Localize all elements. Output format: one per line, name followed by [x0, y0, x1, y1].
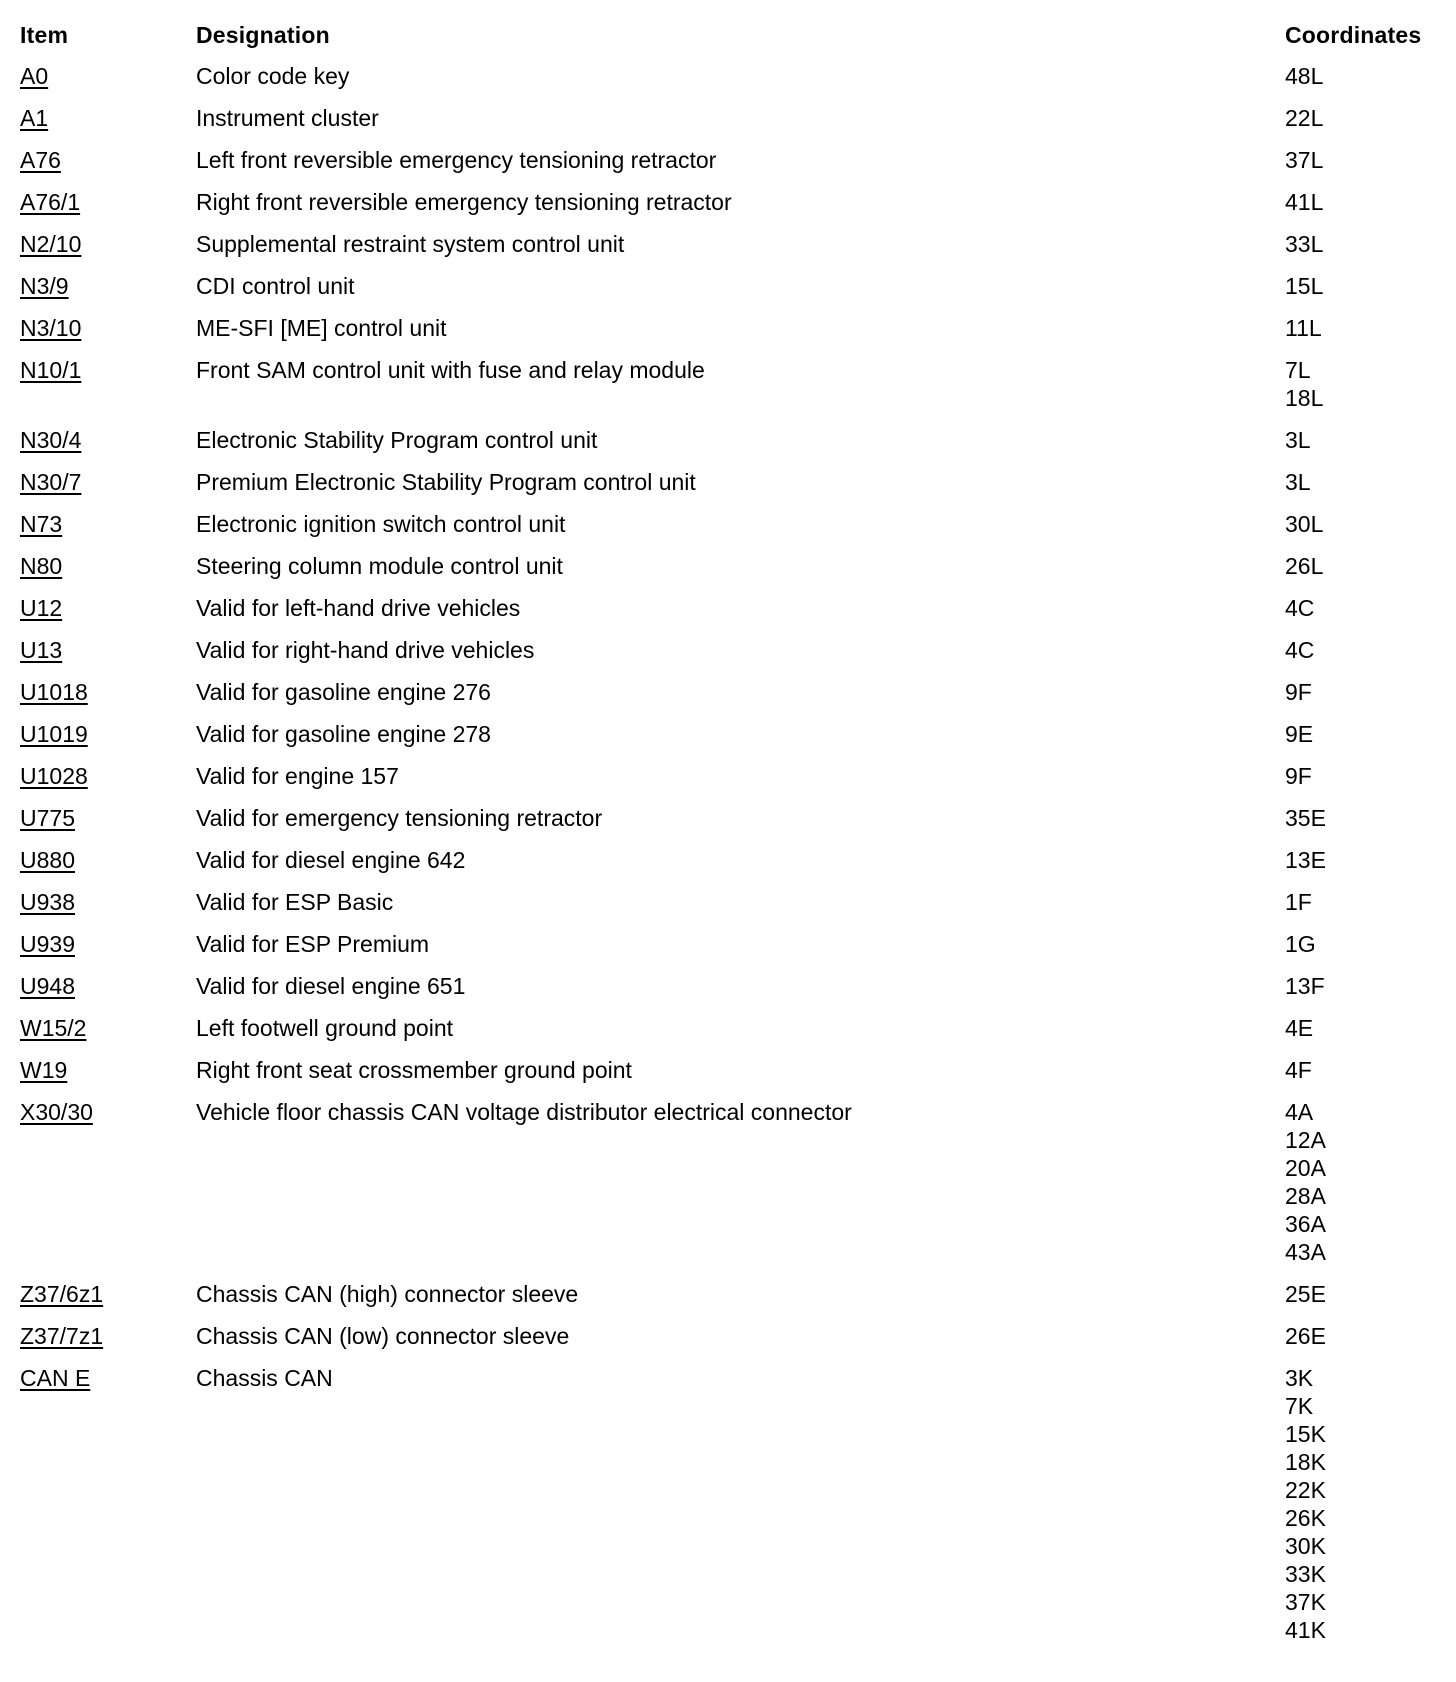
designation-text: Steering column module control unit — [196, 553, 563, 579]
designation-text: Instrument cluster — [196, 105, 379, 131]
item-link[interactable]: U1018 — [20, 679, 88, 705]
coordinate-value: 35E — [1285, 805, 1326, 831]
designation-text: Valid for gasoline engine 276 — [196, 679, 491, 705]
coordinates-list — [1285, 272, 1323, 300]
coordinate-value: 48L — [1285, 63, 1324, 89]
designation-text: Valid for gasoline engine 278 — [196, 721, 491, 747]
coordinate-value: 1F — [1285, 889, 1312, 915]
coordinates-list — [1285, 678, 1312, 706]
table-row — [20, 972, 1436, 1000]
coordinate-value: 30K — [1285, 1533, 1326, 1559]
designation-text: Electronic Stability Program control unit — [196, 427, 598, 453]
table-row — [20, 356, 1436, 412]
item-link[interactable]: N3/10 — [20, 315, 82, 341]
coordinates-list — [1285, 146, 1323, 174]
table-row — [20, 678, 1436, 706]
table-row — [20, 888, 1436, 916]
designation-text: Front SAM control unit with fuse and relay module — [196, 357, 705, 383]
coordinate-value: 43A — [1285, 1239, 1326, 1265]
item-link[interactable]: U1028 — [20, 763, 88, 789]
designation-text: Right front reversible emergency tensioning retractor — [196, 189, 732, 215]
item-link[interactable]: U1019 — [20, 721, 88, 747]
designation-text: Chassis CAN (high) connector sleeve — [196, 1281, 579, 1307]
table-row — [20, 1098, 1436, 1266]
item-link[interactable]: N30/7 — [20, 469, 82, 495]
table-row — [20, 146, 1436, 174]
item-link[interactable]: Z37/7z1 — [20, 1323, 104, 1349]
coordinate-value: 7K — [1285, 1393, 1314, 1419]
item-link[interactable]: N30/4 — [20, 427, 82, 453]
coordinates-list — [1285, 468, 1311, 496]
coordinates-list — [1285, 62, 1323, 90]
item-link[interactable]: N10/1 — [20, 357, 82, 383]
coordinate-value: 41K — [1285, 1617, 1326, 1643]
coordinate-value: 25E — [1285, 1281, 1326, 1307]
coordinate-value: 3L — [1285, 427, 1311, 453]
item-link[interactable]: U12 — [20, 595, 63, 621]
item-link[interactable]: N73 — [20, 511, 63, 537]
table-row — [20, 930, 1436, 958]
coordinates-list — [1285, 1280, 1326, 1308]
item-link[interactable]: U939 — [20, 931, 75, 957]
item-link[interactable]: A76 — [20, 147, 61, 173]
item-link[interactable]: U880 — [20, 847, 75, 873]
designation-text: Valid for engine 157 — [196, 763, 399, 789]
coordinate-value: 7L — [1285, 357, 1311, 383]
coordinates-list — [1285, 1322, 1326, 1350]
item-link[interactable]: N3/9 — [20, 273, 69, 299]
coordinates-list — [1285, 636, 1314, 664]
coordinates-list — [1285, 356, 1323, 412]
coordinate-value: 15K — [1285, 1421, 1326, 1447]
item-link[interactable]: N2/10 — [20, 231, 82, 257]
table-row — [20, 426, 1436, 454]
table-row — [20, 1364, 1436, 1644]
designation-text: Valid for diesel engine 642 — [196, 847, 466, 873]
coordinate-value: 33K — [1285, 1561, 1326, 1587]
designation-text: Right front seat crossmember ground point — [196, 1057, 632, 1083]
designation-text: Valid for left-hand drive vehicles — [196, 595, 521, 621]
table-row — [20, 188, 1436, 216]
coordinates-list — [1285, 720, 1313, 748]
coordinate-value: 37L — [1285, 147, 1324, 173]
coordinate-value: 4E — [1285, 1015, 1314, 1041]
item-link[interactable]: W19 — [20, 1057, 68, 1083]
table-row — [20, 230, 1436, 258]
coordinate-value: 9F — [1285, 763, 1312, 789]
coordinate-value: 4C — [1285, 595, 1315, 621]
item-link[interactable]: A0 — [20, 63, 49, 89]
coordinate-value: 30L — [1285, 511, 1324, 537]
table-row — [20, 552, 1436, 580]
coordinate-value: 1G — [1285, 931, 1316, 957]
table-row — [20, 468, 1436, 496]
coordinates-list — [1285, 888, 1312, 916]
coordinate-value: 20A — [1285, 1155, 1326, 1181]
item-link[interactable]: U775 — [20, 805, 75, 831]
legend-table — [20, 20, 1436, 1658]
table-row — [20, 846, 1436, 874]
item-link[interactable]: A1 — [20, 105, 49, 131]
coordinates-list — [1285, 552, 1323, 580]
table-row — [20, 104, 1436, 132]
designation-text: Valid for ESP Basic — [196, 889, 394, 915]
table-row — [20, 594, 1436, 622]
table-row — [20, 1056, 1436, 1084]
designation-text: Left front reversible emergency tensioning retractor — [196, 147, 717, 173]
coordinate-value: 41L — [1285, 189, 1324, 215]
coordinate-value: 12A — [1285, 1127, 1326, 1153]
table-row — [20, 510, 1436, 538]
table-row — [20, 62, 1436, 90]
coordinates-list — [1285, 1364, 1326, 1644]
header-coordinates: Coordinates — [1285, 22, 1422, 48]
coordinates-list — [1285, 1098, 1326, 1266]
coordinate-value: 26E — [1285, 1323, 1326, 1349]
coordinate-value: 36A — [1285, 1211, 1326, 1237]
coordinate-value: 13E — [1285, 847, 1326, 873]
coordinates-list — [1285, 188, 1323, 216]
designation-text: Electronic ignition switch control unit — [196, 511, 566, 537]
coordinate-value: 18K — [1285, 1449, 1326, 1475]
coordinates-list — [1285, 930, 1316, 958]
header-row — [20, 20, 1436, 50]
table-row — [20, 720, 1436, 748]
designation-text: Premium Electronic Stability Program control unit — [196, 469, 696, 495]
designation-text: Vehicle floor chassis CAN voltage distributor electrical connector — [196, 1099, 852, 1125]
table-row — [20, 636, 1436, 664]
coordinate-value: 22L — [1285, 105, 1324, 131]
designation-text: Valid for emergency tensioning retractor — [196, 805, 603, 831]
item-link[interactable]: W15/2 — [20, 1015, 87, 1041]
designation-text: Valid for ESP Premium — [196, 931, 430, 957]
item-link[interactable]: X30/30 — [20, 1099, 93, 1125]
coordinate-value: 3K — [1285, 1365, 1314, 1391]
coordinate-value: 9F — [1285, 679, 1312, 705]
coordinate-value: 4F — [1285, 1057, 1312, 1083]
coordinates-list — [1285, 972, 1325, 1000]
coordinates-list — [1285, 1056, 1312, 1084]
coordinate-value: 22K — [1285, 1477, 1326, 1503]
table-row — [20, 762, 1436, 790]
coordinates-list — [1285, 1014, 1313, 1042]
coordinate-value: 18L — [1285, 385, 1324, 411]
coordinates-list — [1285, 762, 1312, 790]
coordinate-value: 26K — [1285, 1505, 1326, 1531]
coordinates-list — [1285, 104, 1323, 132]
designation-text: Chassis CAN (low) connector sleeve — [196, 1323, 570, 1349]
designation-text: Valid for diesel engine 651 — [196, 973, 466, 999]
coordinate-value: 9E — [1285, 721, 1314, 747]
coordinate-value: 4A — [1285, 1099, 1314, 1125]
designation-text: Supplemental restraint system control unit — [196, 231, 625, 257]
coordinates-list — [1285, 594, 1314, 622]
table-row — [20, 314, 1436, 342]
item-link[interactable]: N80 — [20, 553, 63, 579]
table-row — [20, 1014, 1436, 1042]
designation-text: Color code key — [196, 63, 350, 89]
coordinate-value: 33L — [1285, 231, 1324, 257]
table-row — [20, 804, 1436, 832]
table-row — [20, 272, 1436, 300]
item-link[interactable]: Z37/6z1 — [20, 1281, 104, 1307]
coordinate-value: 4C — [1285, 637, 1315, 663]
table-row — [20, 1280, 1436, 1308]
coordinate-value: 3L — [1285, 469, 1311, 495]
header-designation: Designation — [196, 22, 330, 48]
coordinates-list — [1285, 426, 1311, 454]
coordinate-value: 26L — [1285, 553, 1324, 579]
coordinates-list — [1285, 510, 1323, 538]
designation-text: CDI control unit — [196, 273, 355, 299]
designation-text: Left footwell ground point — [196, 1015, 454, 1041]
table-body — [20, 62, 1436, 1644]
designation-text: ME-SFI [ME] control unit — [196, 315, 447, 341]
coordinates-list — [1285, 846, 1326, 874]
coordinates-list — [1285, 804, 1326, 832]
item-link[interactable]: A76/1 — [20, 189, 81, 215]
item-link[interactable]: U948 — [20, 973, 75, 999]
coordinate-value: 11L — [1285, 315, 1322, 341]
designation-text: Valid for right-hand drive vehicles — [196, 637, 535, 663]
coordinate-value: 13F — [1285, 973, 1325, 999]
header-item: Item — [20, 22, 69, 48]
coordinate-value: 37K — [1285, 1589, 1326, 1615]
coordinate-value: 28A — [1285, 1183, 1326, 1209]
coordinates-list — [1285, 230, 1323, 258]
item-link[interactable]: U13 — [20, 637, 63, 663]
table-row — [20, 1322, 1436, 1350]
item-link[interactable]: U938 — [20, 889, 75, 915]
coordinates-list — [1285, 314, 1322, 342]
coordinate-value: 15L — [1285, 273, 1324, 299]
item-link[interactable]: CAN E — [20, 1365, 91, 1391]
designation-text: Chassis CAN — [196, 1365, 333, 1391]
